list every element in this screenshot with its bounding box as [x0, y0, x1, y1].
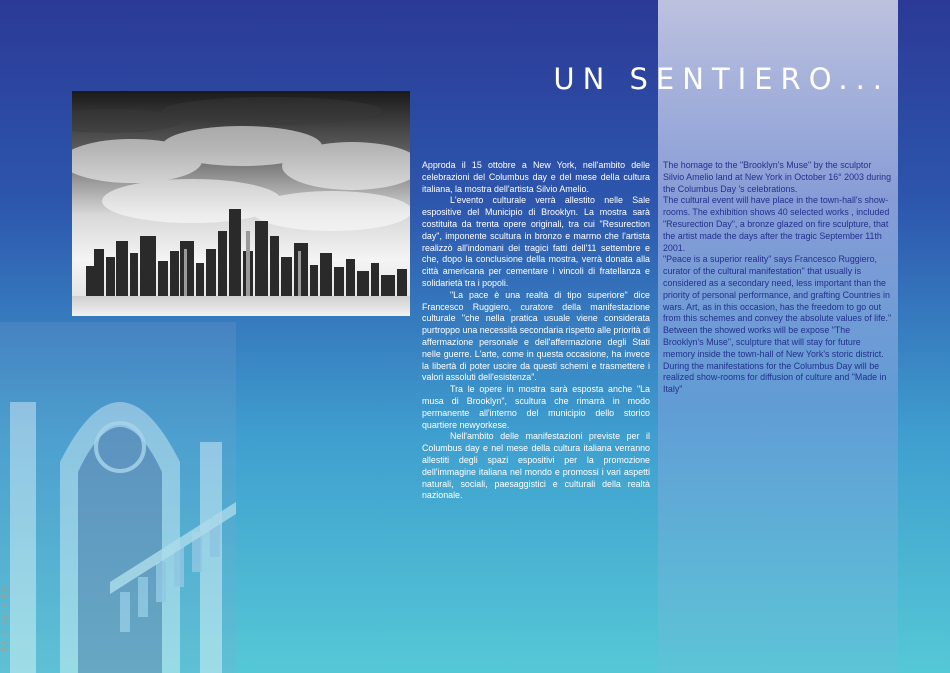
english-paragraph: The cultural event will have place in the town-hall's show-rooms. The exhibition shows 40 selected works , included "Resurection Day", a bronze glazed on fire sculpture, that the artist made the days after the tragic September 11th 2001.: [663, 195, 890, 253]
page-title: UN SENTIERO...: [553, 62, 890, 96]
photo-date-stamp: 02 / 14 / 05: [1, 586, 11, 652]
church-cloister-photo: [0, 322, 236, 673]
italian-paragraph: "La pace è una realtà di tipo superiore" dice Francesco Ruggiero, curatore della manifestazione culturale "che nella pratica usuale viene considerata purtroppo una necessità secondaria rispetto alle priorità di affermazione personale e dell'affermazione degli Stati nelle guerre. L'arte, come in questa occasione, ha invece la libertà di poter uscire da questi schemi e trasmettere i valori assoluti dell'esistenza".: [422, 289, 650, 383]
italian-paragraph: Tra le opere in mostra sarà esposta anche "La musa di Brooklyn", scultura che rimarrà in modo permanente all'interno del municipio dello storico quartiere newyorkese.: [422, 384, 650, 430]
new-york-skyline-photo: [72, 91, 410, 316]
italian-paragraph: L'evento culturale verrà allestito nelle Sale espositive del Municipio di Brooklyn. La mostra sarà costituita da trenta opere originali, tra cui "Resurection day", imponente scultura in bronzo e marmo che l'artista realizzò all'indomani dei tragici fatti dell'11 settembre e che, dopo la conclusione della mostra, verrà donata alla città americana per cementare i vincoli di fratellanza e solidarietà tra i popoli.: [422, 195, 650, 288]
italian-paragraph: Approda il 15 ottobre a New York, nell'ambito delle celebrazioni del Columbus day e del mese della cultura italiana, la mostra dell'artista Silvio Amelio.: [422, 160, 650, 194]
english-text-column: [663, 160, 893, 396]
italian-paragraph: Nell'ambito delle manifestazioni previste per il Columbus day e nel mese della cultura italiana verranno allestiti degli spazi espositivi per la promozione dell'immagine italiana nel mondo e promossi i vari aspetti naturali, sociali, paesaggistici e culturali della realtà nazionale.: [422, 431, 650, 501]
italian-text-column: [422, 160, 650, 502]
english-paragraph: Between the showed works will be expose "The Brooklyn's Muse", sculpture that will stay for future memory inside the town-hall of New York's storic district.: [663, 325, 884, 359]
english-paragraph: During the manifestations for the Columbus Day will be realized show-rooms for diffusion of culture and "Made in Italy": [663, 360, 887, 395]
english-paragraph: The homage to the "Brooklyn's Muse" by the sculptor Silvio Amelio land at New York in October 16° 2003 during the Columbus Day 's celebrations.: [663, 160, 892, 194]
english-paragraph: "Peace is a superior reality" says Francesco Ruggiero, curator of the cultural manifestation" that usually is considered as a secondary need, less important than the priority of personal performance, and grafting Countries in wars. Art, as in this occasion, has the freedom to go out from this schemes and convey the absolute values of life.": [663, 254, 892, 324]
